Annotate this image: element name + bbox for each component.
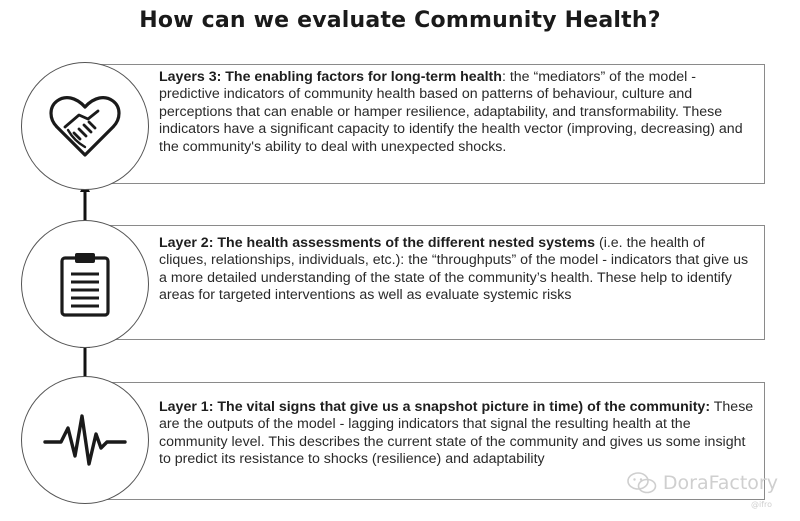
heartbeat-icon: [43, 412, 127, 468]
layer-1-body: These are the outputs of the model - lagging indicators that signal the resulting health at the community level. This describes the current state of the community and gives us some insight to predict its resistance to shocks (resilience) and adaptability: [159, 399, 754, 468]
handshake-heart-icon: [48, 93, 122, 159]
wechat-icon: [627, 471, 657, 495]
page-title: How can we evaluate Community Health?: [139, 8, 661, 33]
layer-3-text: [159, 69, 754, 156]
layer-1-heading: Layer 1: The vital signs that give us a snapshot picture in time) of the community:: [159, 399, 711, 415]
watermark-text: DoraFactory: [662, 472, 778, 494]
layer-2-text: [159, 235, 754, 305]
layer-2-card: [85, 225, 765, 340]
layer-1-text: [159, 399, 754, 469]
watermark-subtext: @ifro: [750, 500, 772, 509]
watermark: [627, 471, 778, 495]
layer-3-icon-circle: [21, 62, 149, 190]
layer-3-card: [85, 64, 765, 184]
layer-2-icon-circle: [21, 220, 149, 348]
clipboard-icon: [59, 250, 111, 318]
layer-3-heading: Layers 3: The enabling factors for long-term health: [159, 69, 502, 85]
layer-1-icon-circle: [21, 376, 149, 504]
layer-2-body: (i.e. the health of cliques, relationships, individuals, etc.): the “throughputs” of the model - indicators that give us a more detailed understanding of the state of the community’s health. These help to identify areas for targeted interventions as well as evaluate systemic risks: [159, 235, 749, 304]
layer-3-body: : the “mediators” of the model - predictive indicators of community health based on patterns of behaviour, culture and perceptions that can enable or hamper resilience, adaptability, and transformability. These indicators have a significant capacity to identify the health vector (improving, decreasing) and the community's ability to deal with unexpected shocks.: [159, 69, 743, 155]
layer-2-heading: Layer 2: The health assessments of the different nested systems: [159, 235, 596, 251]
